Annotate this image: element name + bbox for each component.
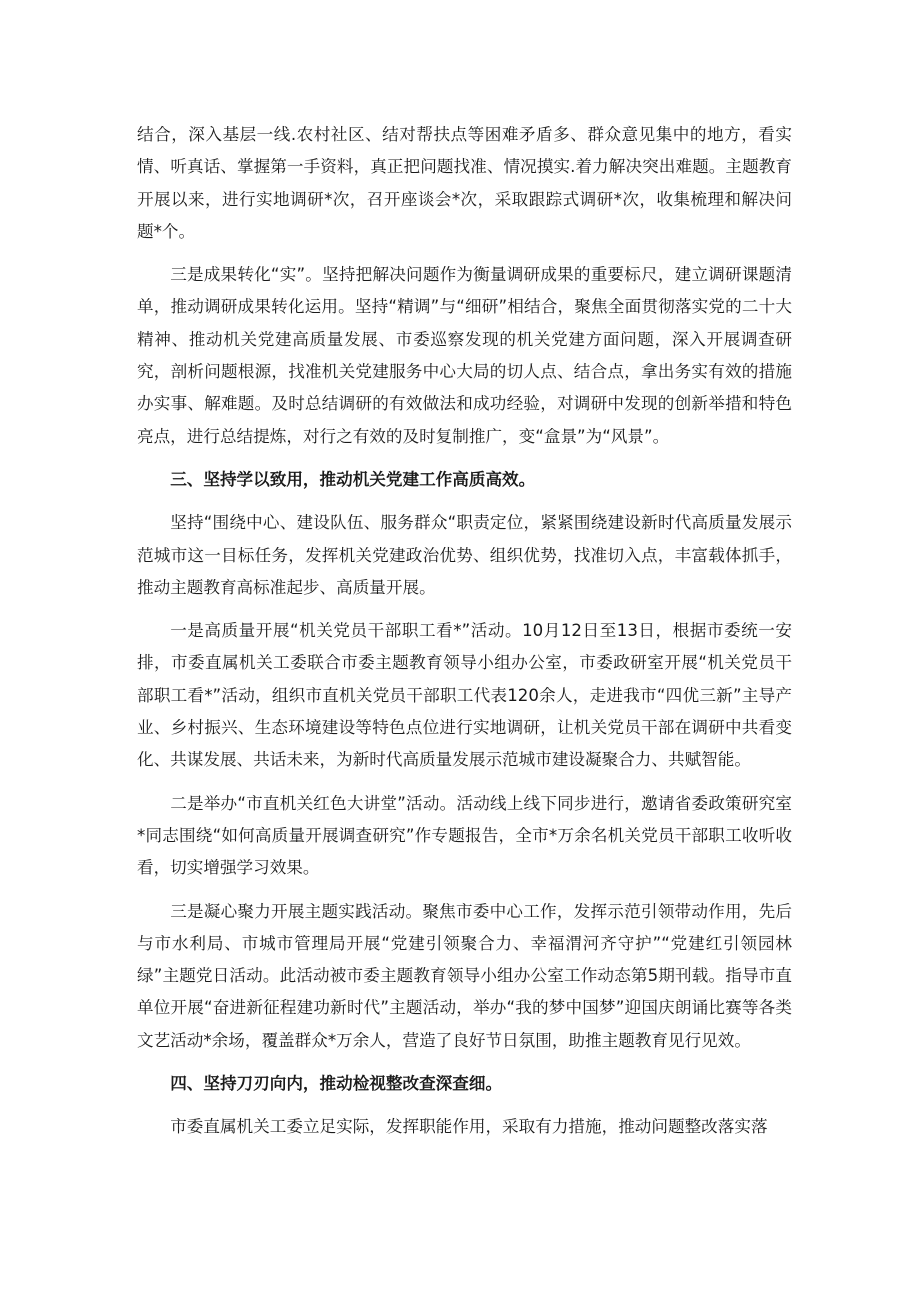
section-heading-three: 三、坚持学以致用，推动机关党建工作高质高效。 [170, 469, 536, 489]
paragraph-achievement-transformation: 三是成果转化“实”。坚持把解决问题作为衡量调研成果的重要标尺，建立调研课题清单，推动调研成果转化运用。坚持“精调”与“细研”相结合，聚焦全面贯彻落实党的二十大精神、推动机关党建高质量发展、市委巡察发现的机关党建方面问题，深入开展调查研究，剖析问题根源，找准机关党建服务中心大局的切人点、结合点，拿出务实有效的措施办实事、解难题。及时总结调研的有效做法和成功经验，对调研中发现的创新举措和特色亮点，进行总结提炼，对行之有效的及时复制推广，变“盒景”为“风景”。 [137, 265, 792, 446]
paragraph-section-three-intro: 坚持“围绕中心、建设队伍、服务群众“职责定位，紧紧围绕建设新时代高质量发展示范城市这一目标任务，发挥机关党建政治优势、组织优势，找准切入点，丰富载体抓手，推动主题教育高标准起步、高质量开展。 [137, 513, 792, 597]
section-heading-four: 四、坚持刀刃向内，推动检视整改查深查细。 [170, 1074, 503, 1094]
paragraph-activity-two: 二是举办“市直机关红色大讲堂”活动。活动线上线下同步进行，邀请省委政策研究室*同志围绕“如何高质量开展调查研究”作专题报告，全市*万余名机关党员干部职工收听收看，切实增强学习效果。 [137, 793, 792, 878]
document-body [137, 119, 792, 1155]
paragraph-continuation: 结合，深入基层一线.农村社区、结对帮扶点等困难矛盾多、群众意见集中的地方，看实情、听真话、掌握第一手资料，真正把问题找准、情况摸实.着力解决突出难题。主题教育开展以来，进行实地调研*次，召开座谈会*次，采取跟踪式调研*次，收集梳理和解决问题*个。 [137, 125, 792, 241]
paragraph-activity-one: 一是高质量开展“机关党员干部职工看*”活动。10月12日至13日，根据市委统一安排，市委直属机关工委联合市委主题教育领导小组办公室，市委政研室开展“机关党员干部职工看*”活动，组织市直机关党员干部职工代表120余人，走进我市“四优三新”主导产业、乡村振兴、生态环境建设等特色点位进行实地调研，让机关党员干部在调研中共看变化、共谋发展、共话未来，为新时代高质量发展示范城市建设凝聚合力、共赋智能。 [137, 621, 792, 770]
paragraph-section-four-intro: 市委直属机关工委立足实际，发挥职能作用，采取有力措施，推动问题整改落实落 [170, 1117, 768, 1137]
paragraph-activity-three: 三是凝心聚力开展主题实践活动。聚焦市委中心工作，发挥示范引领带动作用，先后与市水利局、市城市管理局开展“党建引领聚合力、幸福渭河齐守护”“党建红引领园林绿”主题党日活动。此活动被市委主题教育领导小组办公室工作动态第5期刊载。指导市直单位开展“奋进新征程建功新时代”主题活动，举办“我的梦中国梦”迎国庆朗诵比赛等各类文艺活动*余场，覆盖群众*万余人，营造了良好节日氛围，助推主题教育见行见效。 [137, 901, 792, 1050]
